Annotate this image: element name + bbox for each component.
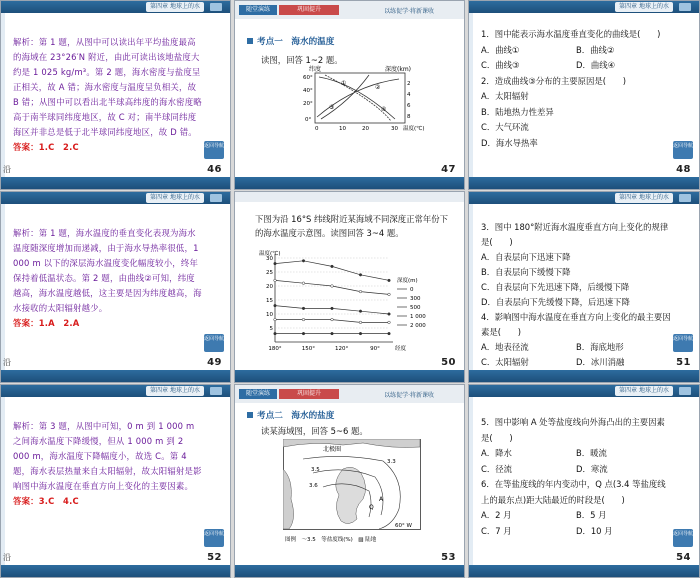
home-icon[interactable] <box>679 3 691 11</box>
option[interactable]: C．自表层向下先迅速下降，后缓慢下降 <box>481 282 630 292</box>
slide-54[interactable] <box>468 384 700 578</box>
chapter-tag[interactable]: 第四章 地球上的水 <box>615 2 673 12</box>
chapter-tag[interactable]: 第四章 地球上的水 <box>615 386 673 396</box>
knowledge-point <box>247 35 334 47</box>
question-4-options <box>481 340 671 370</box>
header-slogan: 以练促学·将新课收 <box>384 8 434 15</box>
option[interactable]: D．海水导热率 <box>481 137 538 148</box>
data-point <box>274 332 277 335</box>
data-point <box>274 262 277 265</box>
x-tick-label: 150° <box>301 346 315 352</box>
question-6-options <box>481 508 671 539</box>
bottom-bar <box>1 370 230 382</box>
data-point <box>331 265 334 268</box>
analysis-text <box>13 226 202 331</box>
knowledge-point-label: 考点一 海水的温度 <box>257 37 335 47</box>
answer-text: 答案：3.C 4.C <box>13 496 79 506</box>
question-3: 3．图中 180°附近海水温度垂直方向上变化的规律是( ) <box>481 222 669 247</box>
data-point <box>359 310 362 313</box>
question-5-options <box>481 446 671 477</box>
bottom-bar <box>1 177 230 189</box>
left-axis-label: 纬度 <box>309 66 322 73</box>
data-point <box>388 293 391 296</box>
temperature-figure <box>295 65 425 135</box>
ocean-temp-chart <box>257 248 443 360</box>
answer-text: 答案：1.A 2.A <box>13 318 80 328</box>
page-number: 54 <box>676 552 691 563</box>
instruction: 读某海域图，回答 5~6 题。 <box>261 426 368 436</box>
origin-label: 0 <box>315 126 319 132</box>
header-tab-practice[interactable]: 随堂演练 <box>239 5 277 15</box>
question-1: 1．图中能表示海水温度垂直变化的曲线是( ) <box>481 29 661 39</box>
map-label-north: 北极圈 <box>323 446 342 453</box>
option[interactable]: D．寒流 <box>576 463 608 474</box>
x-axis-label: 经度 <box>395 346 407 352</box>
legend-entry: 1 000 <box>410 314 426 320</box>
home-icon[interactable] <box>210 387 222 395</box>
slide-50[interactable] <box>234 191 465 383</box>
data-point <box>388 313 391 316</box>
analysis-text <box>13 35 202 155</box>
left-bar <box>469 397 473 565</box>
option[interactable]: C．太阳辐射 <box>481 357 529 367</box>
analysis-body: 解析：第 1 题，从图中可以读出年平均盐度最高的海域在 23°26′N 附近，由此可读出该地盐度大约是 1 025 kg/m³。第 2 题，海水密度与盐度呈正相关，故 A 错；海水密度与温度呈负相关，故 B 错；从图中可以看出北半球高纬度的海水密度略高于南半球同纬度地区，故 C 对；南半球同纬度海区并非总是低于北半球同纬度地区，故 D 错。 <box>13 37 202 137</box>
square-bullet-icon <box>247 412 253 418</box>
data-point <box>302 318 305 321</box>
question-6: 6．在等盐度线的年内变动中，Q 点(3.4 等盐度线上的最东点)距大陆最近的时段是( ) <box>481 479 666 505</box>
map-label-iso: 3.5 <box>311 467 320 473</box>
bottom-bar <box>235 177 464 189</box>
option[interactable]: A．曲线① <box>481 44 520 55</box>
question-5: 5．图中影响 A 处等盐度线向外海凸出的主要因素是( ) <box>481 417 665 443</box>
y-tick-label: 20 <box>266 284 273 290</box>
instruction: 读图，回答 1~2 题。 <box>261 55 343 65</box>
page-number: 51 <box>676 357 691 368</box>
option[interactable]: B．自表层向下缓慢下降 <box>481 267 571 277</box>
curve-label: ③ <box>329 104 335 111</box>
legend-entry: 300 <box>410 296 421 302</box>
y-tick-label: 15 <box>266 298 273 304</box>
option[interactable]: A．自表层向下迅速下降 <box>481 252 571 262</box>
bottom-bar <box>469 565 699 577</box>
x-tick: 20 <box>362 126 369 132</box>
page-number: 48 <box>676 164 691 175</box>
left-bar <box>1 397 5 565</box>
return-nav-button[interactable]: 返回导航 <box>673 141 693 159</box>
data-point <box>359 332 362 335</box>
header-slogan: 以练促学·将新课收 <box>384 392 434 399</box>
home-icon[interactable] <box>679 194 691 202</box>
question-2: 2．造成曲线③分布的主要原因是( ) <box>481 75 626 86</box>
y-axis-label: 温度(℃) <box>259 251 281 257</box>
data-point <box>331 332 334 335</box>
page-number: 52 <box>207 552 222 563</box>
header-tab-consolidate[interactable]: 巩固提升 <box>279 389 339 399</box>
x-tick-label: 180° <box>268 346 282 352</box>
question-block <box>481 415 671 539</box>
data-point <box>388 279 391 282</box>
data-point <box>302 260 305 263</box>
bottom-bar <box>1 565 230 577</box>
option[interactable]: D．冰川消融 <box>576 357 625 367</box>
home-icon[interactable] <box>210 3 222 11</box>
right-tick: 2 <box>407 81 411 87</box>
x-tick: 10 <box>339 126 346 132</box>
option[interactable]: D．10 月 <box>576 525 613 536</box>
slide-48[interactable] <box>468 0 700 190</box>
square-bullet-icon <box>247 38 253 44</box>
legend-entry: 500 <box>410 305 421 311</box>
x-tick-label: 120° <box>335 346 349 352</box>
option[interactable]: B．暖流 <box>576 448 607 458</box>
option[interactable]: B．陆地热力性差异 <box>481 106 554 117</box>
answer-text: 答案：1.C 2.C <box>13 142 79 152</box>
right-tick: 8 <box>407 114 411 120</box>
bottom-bar <box>235 370 464 382</box>
x-tick-label: 90° <box>370 346 380 352</box>
x-tick: 30 <box>391 126 398 132</box>
top-bar <box>469 192 699 204</box>
page-number: 53 <box>441 552 456 563</box>
option[interactable]: A．降水 <box>481 448 512 458</box>
curve-label: ① <box>341 80 347 87</box>
map-label-iso: 3.3 <box>387 459 396 465</box>
data-point <box>274 318 277 321</box>
slide-53[interactable] <box>234 384 465 578</box>
bottom-bar <box>469 370 699 382</box>
return-nav-button[interactable]: 返回导航 <box>673 529 693 547</box>
curve-4 <box>325 75 391 121</box>
option[interactable]: A．2 月 <box>481 510 512 520</box>
x-axis-label: 温度(℃) <box>403 126 425 132</box>
curve-label: ④ <box>381 106 387 113</box>
header-tab-consolidate[interactable]: 巩固提升 <box>279 5 339 15</box>
data-point <box>359 321 362 324</box>
left-tick: 20° <box>303 101 313 107</box>
option[interactable]: B．海底地形 <box>576 342 624 352</box>
option[interactable]: C．曲线③ <box>481 60 520 70</box>
data-point <box>302 332 305 335</box>
left-tick: 40° <box>303 88 313 94</box>
top-bar <box>1 385 230 397</box>
option[interactable]: A．地表径流 <box>481 342 529 352</box>
bottom-bar <box>235 565 464 577</box>
legend-entry: 2 000 <box>410 323 426 329</box>
data-point <box>302 307 305 310</box>
home-icon[interactable] <box>679 387 691 395</box>
corner-mark: 沿 <box>3 165 11 174</box>
map-legend: 图例 ～3.5 等盐度线(%) ▨ 陆地 <box>285 537 377 543</box>
option[interactable]: D．自表层向下先缓慢下降，后迅速下降 <box>481 297 630 307</box>
section-header <box>239 4 374 18</box>
chapter-tag[interactable]: 第四章 地球上的水 <box>615 193 673 203</box>
top-bar <box>469 385 699 397</box>
left-tick: 60° <box>303 75 313 81</box>
page-number: 46 <box>207 164 222 175</box>
left-bar <box>1 204 5 370</box>
return-nav-button[interactable]: 返回导航 <box>673 334 693 352</box>
top-bar <box>469 1 699 13</box>
map-label-q: Q <box>369 504 374 511</box>
slide-49[interactable] <box>0 191 231 383</box>
question-4: 4．影响图中海水温度在垂直方向上变化的最主要因素是( ) <box>481 312 671 337</box>
option[interactable]: A．太阳辐射 <box>481 91 529 101</box>
data-point <box>359 274 362 277</box>
section-header <box>239 388 374 402</box>
analysis-body: 解析：第 1 题，海水温度的垂直变化表现为海水温度随深度增加而递减，由于海水导热率很低，1 000 m 以下的深层海水温度变化幅度较小，终年保持着低温状态。第 2 题，由曲线②可知，纬度越高，海水温度越低，这主要是因为纬度越高，海水接收的太阳辐射越少。 <box>13 228 202 313</box>
right-tick: 6 <box>407 103 411 109</box>
left-tick: 0° <box>305 117 312 123</box>
data-point <box>331 307 334 310</box>
home-icon[interactable] <box>210 194 222 202</box>
slide-46[interactable] <box>0 0 231 190</box>
page-number: 50 <box>441 357 456 368</box>
right-axis-label: 深度(km) <box>385 66 412 73</box>
corner-mark: 沿 <box>3 553 11 562</box>
return-nav-button[interactable]: 返回导航 <box>204 529 224 547</box>
data-point <box>331 318 334 321</box>
option[interactable]: D．曲线④ <box>576 60 616 70</box>
corner-mark: 沿 <box>3 358 11 367</box>
left-bar <box>469 13 473 177</box>
curve-label: ② <box>375 84 381 91</box>
data-point <box>302 282 305 285</box>
map-label-lon: 60° W <box>395 523 412 529</box>
return-nav-button[interactable]: 返回导航 <box>204 141 224 159</box>
chapter-tag[interactable]: 第四章 地球上的水 <box>146 386 204 396</box>
knowledge-point-label: 考点二 海水的盐度 <box>257 411 335 421</box>
option[interactable]: C．径流 <box>481 463 512 474</box>
map-label-a: A <box>379 496 384 503</box>
data-point <box>359 290 362 293</box>
chapter-tag[interactable]: 第四章 地球上的水 <box>146 193 204 203</box>
map-label-iso: 3.6 <box>309 483 318 489</box>
slide-51[interactable] <box>468 191 700 383</box>
data-point <box>388 321 391 324</box>
option[interactable]: B．曲线② <box>576 44 615 55</box>
legend-entry: 0 <box>410 287 414 293</box>
series-line <box>275 261 389 281</box>
y-tick-label: 10 <box>266 312 273 318</box>
slide-52[interactable] <box>0 384 231 578</box>
analysis-body: 解析：第 3 题，从图中可知，0 m 到 1 000 m 之间海水温度下降缓慢，但从 1 000 m 到 2 000 m，海水温度下降幅度小，故选 C。第 4 题，海水表层热量来自太阳辐射，故太阳辐射是影响图中海水温度在垂直方向上变化的主要因素。 <box>13 421 202 491</box>
knowledge-point <box>247 409 334 421</box>
y-tick-label: 30 <box>266 256 273 262</box>
left-bar <box>469 204 473 370</box>
question-block <box>481 220 671 370</box>
legend-title: 深度(m) <box>397 278 418 284</box>
data-point <box>274 279 277 282</box>
page-number: 47 <box>441 164 456 175</box>
slide-47[interactable] <box>234 0 465 190</box>
option[interactable]: B．5 月 <box>576 510 607 520</box>
data-point <box>388 332 391 335</box>
chart-intro: 下图为沿 16°S 纬线附近某海域不同深度正常年份下的海水温度示意图。读图回答 3~4 题。 <box>255 214 448 238</box>
bottom-bar <box>469 177 699 189</box>
page-number: 49 <box>207 357 222 368</box>
chapter-tag[interactable]: 第四章 地球上的水 <box>146 2 204 12</box>
option[interactable]: C．7 月 <box>481 525 512 536</box>
data-point <box>331 285 334 288</box>
question-block <box>481 27 671 151</box>
header-tab-practice[interactable]: 随堂演练 <box>239 389 277 399</box>
left-bar <box>1 13 5 177</box>
return-nav-button[interactable]: 返回导航 <box>204 334 224 352</box>
option[interactable]: C．大气环流 <box>481 122 529 132</box>
question-1-options <box>481 43 671 74</box>
analysis-text <box>13 419 202 509</box>
data-point <box>274 304 277 307</box>
y-tick-label: 25 <box>266 270 273 276</box>
top-bar <box>1 192 230 204</box>
salinity-map <box>283 439 421 545</box>
right-tick: 4 <box>407 92 411 98</box>
top-bar <box>235 192 464 202</box>
y-tick-label: 5 <box>269 326 273 332</box>
top-bar <box>1 1 230 13</box>
